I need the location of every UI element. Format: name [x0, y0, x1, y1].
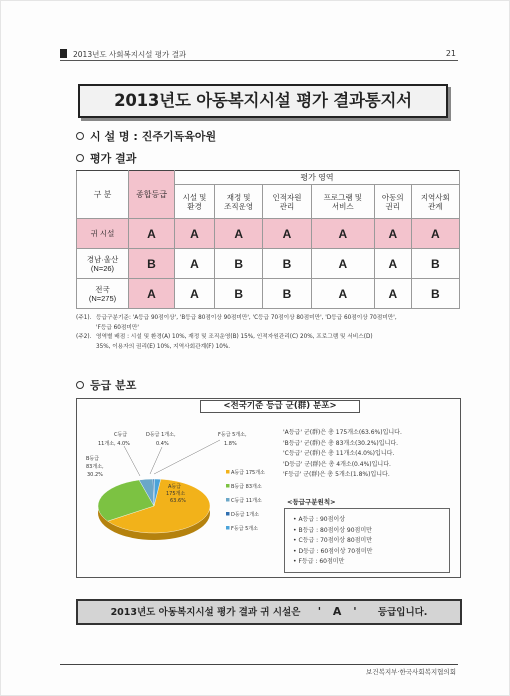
grade-counts — [283, 428, 402, 481]
count-line: 'B등급' 군(群)은 총 83개소(30.2%)입니다. — [283, 439, 399, 447]
col-division: 구 분 — [77, 171, 129, 219]
legend-label: C등급 11개소 — [231, 498, 262, 504]
criteria-box — [284, 508, 450, 573]
grade-cell: A — [311, 249, 374, 279]
slice-label-d: D등급 1개소, 0.4% — [146, 432, 176, 447]
pie-legend — [226, 469, 265, 532]
pie-slices — [98, 479, 210, 533]
legend-swatch — [226, 498, 230, 502]
row-label: 경남·울산 (N=26) — [77, 249, 129, 279]
category-cell: 시설 및 환경 — [175, 185, 215, 219]
distribution-heading-text: 등급 분포 — [90, 379, 137, 392]
slice-label-c: C등급 11개소, 4.0% — [98, 432, 130, 447]
distribution-heading — [76, 377, 136, 393]
grade-pie-chart — [80, 418, 280, 573]
distribution-title: <전국기준 등급 군(群) 분포> — [200, 400, 360, 413]
grade-cell: A — [411, 219, 459, 249]
result-heading — [76, 150, 136, 166]
facility-line — [76, 128, 216, 144]
grade-cell: A — [175, 279, 215, 309]
overall-grade: A — [129, 219, 175, 249]
footer-text: 보건복지부·한국사회복지협의회 — [366, 668, 456, 676]
grade-cell: B — [215, 279, 263, 309]
header-bar — [60, 49, 67, 58]
category-cell: 지역사회 관계 — [411, 185, 459, 219]
table-row — [77, 249, 460, 279]
criteria-line: • A등급 : 90점이상 — [293, 516, 346, 523]
row-label: 전국 (N=275) — [77, 279, 129, 309]
legend-label: A등급 175개소 — [231, 470, 265, 476]
category-cell: 아동의 권리 — [374, 185, 411, 219]
table-row — [77, 279, 460, 309]
grade-cell: B — [263, 279, 311, 309]
result-banner: 2013년도 아동복지시설 평가 결과 귀 시설은 ' A ' 등급입니다. — [76, 599, 462, 625]
category-cell: 인적자원 관리 — [263, 185, 311, 219]
grade-cell: A — [374, 249, 411, 279]
legend-label: F등급 5개소 — [231, 526, 258, 532]
criteria-line: • F등급 : 60점미만 — [293, 558, 345, 565]
facility-label: 시 설 명 : — [90, 130, 138, 143]
slice-label-b: B등급 83개소, 30.2% — [86, 456, 104, 478]
grade-cell: A — [175, 249, 215, 279]
category-cell: 프로그램 및 서비스 — [311, 185, 374, 219]
bullet-circle-icon — [76, 132, 84, 140]
count-line: 'F등급' 군(群)은 총 5개소(1.8%)입니다. — [283, 471, 390, 478]
col-areas: 평가 영역 — [175, 171, 460, 185]
count-line: 'A등급' 군(群)은 총 175개소(63.6%)입니다. — [283, 429, 402, 436]
bullet-circle-icon — [76, 381, 84, 389]
grade-cell: B — [411, 279, 459, 309]
criteria-line: • C등급 : 70점이상 80점미만 — [293, 537, 373, 544]
legend-label: D등급 1개소 — [231, 512, 259, 518]
overall-grade: B — [129, 249, 175, 279]
count-line: 'C등급' 군(群)은 총 11개소(4.0%)입니다. — [283, 450, 395, 457]
grade-cell: A — [311, 219, 374, 249]
banner-grade: ' A ' — [317, 605, 361, 618]
leader-line-c — [124, 446, 140, 476]
grade-cell: B — [215, 249, 263, 279]
header-title: 2013년도 사회복지시설 평가 결과 — [73, 50, 187, 59]
legend-swatch — [226, 526, 230, 530]
facility-name: 진주기독육아원 — [141, 130, 217, 143]
bullet-circle-icon — [76, 154, 84, 162]
grade-cell: A — [374, 279, 411, 309]
legend-swatch — [226, 512, 230, 516]
legend-label: B등급 83개소 — [231, 484, 262, 490]
table-row — [77, 219, 460, 249]
page-header — [60, 47, 458, 61]
criteria-line: • B등급 : 80점이상 90점미만 — [293, 526, 372, 534]
grade-table — [76, 170, 460, 309]
note-item: (주2). 영역별 배점 : 시설 및 환경(A) 10%, 재정 및 조직운영(B) 15%, 인적자원관리(C) 20%, 프로그램 및 서비스(D) 35%, 이용자의 권리(E) 10%, 지역사회관계(F) 10%. — [76, 334, 373, 350]
col-overall: 종합등급 — [129, 171, 175, 219]
legend-swatch — [226, 470, 230, 474]
criteria-title: <등급구분원칙> — [287, 498, 336, 506]
legend-swatch — [226, 484, 230, 488]
slice-label-f: F등급 5개소, 1.8% — [218, 432, 247, 447]
count-line: 'D등급' 군(群)은 총 4개소(0.4%)입니다. — [283, 460, 391, 468]
page-number: 21 — [445, 49, 456, 58]
header-rule — [60, 60, 458, 61]
grade-cell: B — [263, 249, 311, 279]
grade-cell: A — [175, 219, 215, 249]
grade-cell: A — [374, 219, 411, 249]
leader-line-d — [150, 447, 162, 474]
grade-cell: A — [215, 219, 263, 249]
grade-cell: B — [411, 249, 459, 279]
document-title: 2013년도 아동복지시설 평가 결과통지서 — [78, 84, 448, 118]
grade-cell: A — [311, 279, 374, 309]
category-cell: 재정 및 조직운영 — [215, 185, 263, 219]
note-item: (주1). 등급구분기준: 'A등급 90점이상', 'B등급 80점이상 90점미만', 'C등급 70점이상 80점미만', 'D등급 60점이상 70점미만', 'F등급 60점미만' — [76, 315, 397, 331]
criteria-line: • D등급 : 60점이상 70점미만 — [293, 547, 373, 555]
footer-rule — [60, 664, 458, 665]
table-notes — [76, 314, 466, 352]
grade-cell: A — [263, 219, 311, 249]
slice-label-a: A등급 175개소 63.6% — [166, 484, 186, 504]
overall-grade: A — [129, 279, 175, 309]
result-heading-text: 평가 결과 — [90, 152, 137, 165]
row-label: 귀 시설 — [77, 219, 129, 249]
